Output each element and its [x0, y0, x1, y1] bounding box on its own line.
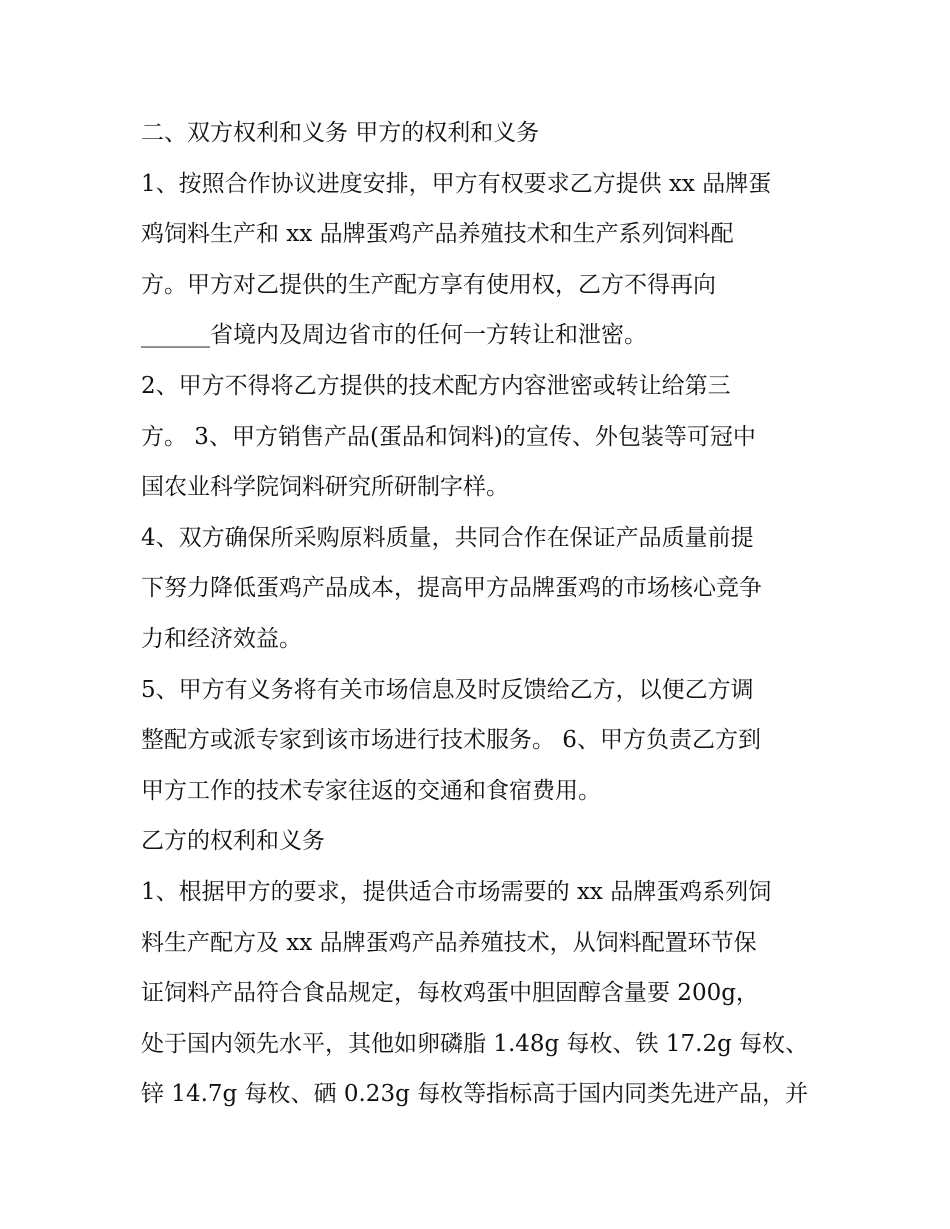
- text-line: 国农业科学院饲料研究所研制字样。: [141, 474, 509, 501]
- text-line: 甲方工作的技术专家往返的交通和食宿费用。: [141, 777, 601, 804]
- document-body: [141, 108, 821, 1120]
- subsection-heading: 乙方的权利和义务: [141, 828, 325, 855]
- section-heading: 二、双方权利和义务 甲方的权利和义务: [141, 120, 540, 146]
- text-line: 下努力降低蛋鸡产品成本，提高甲方品牌蛋鸡的市场核心竞争: [141, 575, 762, 602]
- text-line: 5、甲方有义务将有关市场信息及时反馈给乙方，以便乙方调: [141, 676, 754, 703]
- text-line: 2、甲方不得将乙方提供的技术配方内容泄密或转让给第三: [141, 372, 731, 399]
- text-line: 4、双方确保所采购原料质量，共同合作在保证产品质量前提: [141, 524, 754, 551]
- text-line: 方。 3、甲方销售产品(蛋品和饲料)的宣传、外包装等可冠中: [141, 423, 756, 450]
- text-line: 证饲料产品符合食品规定，每枚鸡蛋中胆固醇含量要 200g，: [141, 980, 759, 1007]
- text-line: 1、按照合作协议进度安排，甲方有权要求乙方提供 xx 品牌蛋: [141, 170, 772, 197]
- text-line: 1、根据甲方的要求，提供适合市场需要的 xx 品牌蛋鸡系列饲: [141, 878, 772, 905]
- text-line: 料生产配方及 xx 品牌蛋鸡产品养殖技术，从饲料配置环节保: [141, 929, 757, 956]
- text-line: 鸡饲料生产和 xx 品牌蛋鸡产品养殖技术和生产系列饲料配: [141, 221, 734, 248]
- text-line: 锌 14.7g 每枚、硒 0.23g 每枚等指标高于国内同类先进产品，并: [141, 1081, 809, 1108]
- text-line: 整配方或派专家到该市场进行技术服务。 6、甲方负责乙方到: [141, 727, 761, 754]
- text-line: 方。甲方对乙提供的生产配方享有使用权，乙方不得再向: [141, 271, 716, 298]
- text-line: ______省境内及周边省市的任何一方转让和泄密。: [141, 322, 647, 349]
- text-line: 力和经济效益。: [141, 625, 302, 652]
- text-line: 处于国内领先水平，其他如卵磷脂 1.48g 每枚、铁 17.2g 每枚、: [141, 1030, 809, 1057]
